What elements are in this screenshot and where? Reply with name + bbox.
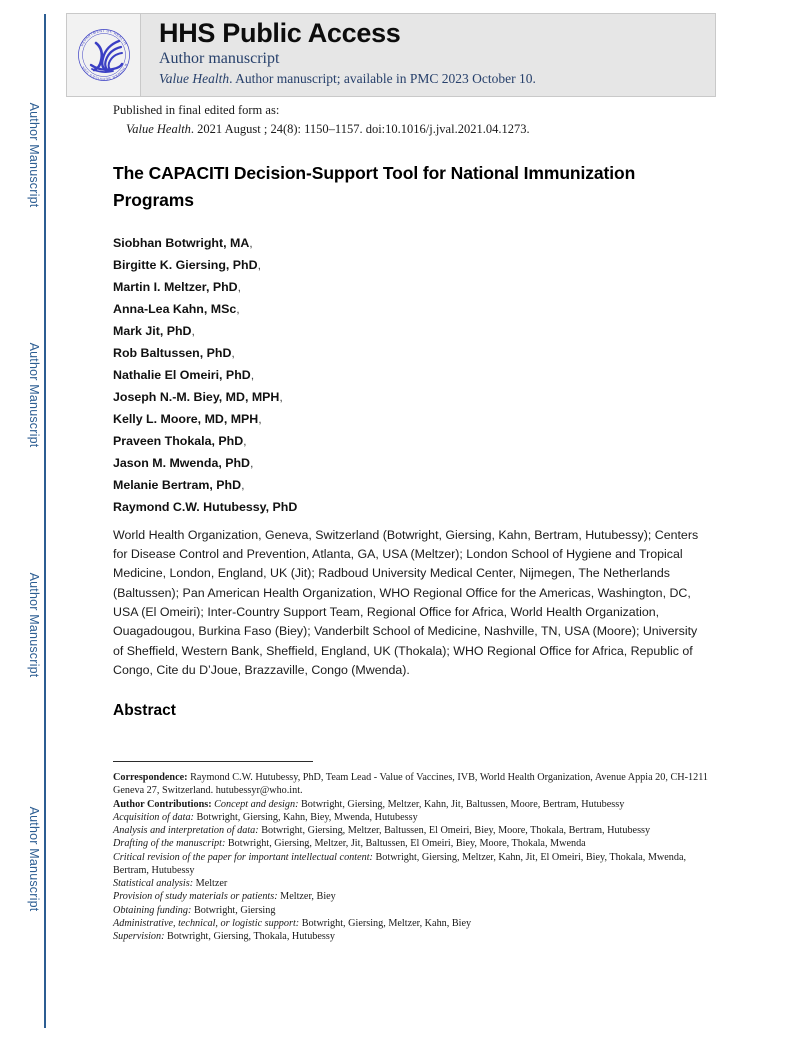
banner-journal-line (159, 71, 715, 87)
contribution-role: Drafting of the manuscript: (113, 838, 226, 850)
contribution-line (113, 837, 713, 850)
author-separator: , (191, 324, 195, 339)
contribution-names: Botwright, Giersing, Meltzer, Kahn, Jit, Baltussen, Moore, Bertram, Hutubessy (298, 798, 625, 810)
author-entry (113, 479, 699, 491)
published-journal-name: Value Health (126, 121, 191, 136)
contribution-role: Provision of study materials or patients: (113, 891, 278, 903)
svg-text:& HUMAN SERVICES USA: & HUMAN SERVICES USA (80, 63, 128, 82)
contribution-names: Botwright, Giersing, Kahn, Biey, Mwenda, Hutubessy (193, 811, 418, 823)
contribution-line (113, 798, 713, 811)
author-list (113, 237, 699, 513)
author-name: Anna-Lea Kahn, MSc (113, 302, 237, 317)
published-block (113, 101, 530, 139)
author-entry (113, 237, 699, 249)
contribution-line (113, 930, 713, 943)
author-name: Melanie Bertram, PhD (113, 478, 242, 493)
author-entry (113, 435, 699, 447)
author-name: Martin I. Meltzer, PhD (113, 280, 238, 295)
contribution-line (113, 824, 713, 837)
svg-text:DEPARTMENT OF HEALTH: DEPARTMENT OF HEALTH (79, 28, 128, 47)
author-separator: , (258, 412, 262, 427)
banner-journal-note: . Author manuscript; available in PMC 2023 October 10. (229, 71, 536, 87)
author-separator: , (257, 258, 262, 273)
hhs-seal-icon (67, 14, 141, 96)
watermark-label-1: Author Manuscript (27, 102, 41, 208)
hhs-public-access-banner (66, 13, 716, 97)
abstract-heading: Abstract (113, 702, 176, 720)
banner-subtitle: Author manuscript (159, 50, 280, 68)
contribution-role: Critical revision of the paper for important intellectual content: (113, 851, 373, 863)
author-name: Kelly L. Moore, MD, MPH (113, 412, 259, 427)
contribution-line (113, 811, 713, 824)
contributions-label: Author Contributions: (113, 798, 215, 810)
contribution-names: Meltzer, Biey (277, 891, 336, 903)
author-name: Raymond C.W. Hutubessy, PhD (113, 500, 298, 515)
footnotes-block (113, 761, 713, 943)
contribution-role: Statistical analysis: (113, 878, 194, 889)
watermark-label-2: Author Manuscript (27, 342, 41, 448)
contribution-names: Botwright, Giersing, Meltzer, Kahn, Jit, El Omeiri, Biey, Thokala, Mwenda, Bertram, Hutubessy (113, 851, 687, 876)
correspondence-label: Correspondence: (113, 772, 188, 783)
article-content (113, 160, 699, 720)
correspondence-text: Raymond C.W. Hutubessy, PhD, Team Lead - Value of Vaccines, IVB, World Health Organization, Avenue Appia 20, CH-1211 Geneva 27, Switzerland. hutubessyr@who.int. (113, 772, 708, 797)
contribution-role: Administrative, technical, or logistic support: (113, 917, 300, 929)
contribution-names: Botwright, Giersing, Meltzer, Baltussen, El Omeiri, Biey, Moore, Thokala, Bertram, Hutubessy (258, 825, 651, 836)
contribution-role: Concept and design: (214, 798, 299, 810)
author-entry (113, 347, 699, 359)
contribution-line (113, 851, 713, 878)
author-manuscript-watermark-rail (0, 0, 52, 1042)
contribution-role: Obtaining funding: (113, 904, 192, 916)
author-entry (113, 457, 699, 469)
published-citation (126, 120, 530, 139)
contribution-role: Analysis and interpretation of data: (113, 825, 259, 836)
author-entry (113, 303, 699, 315)
author-name: Mark Jit, PhD (113, 324, 192, 339)
author-entry (113, 413, 699, 425)
author-name: Rob Baltussen, PhD (113, 346, 232, 361)
author-separator: , (237, 280, 242, 295)
author-entry (113, 281, 699, 293)
watermark-vertical-rule (44, 14, 46, 1028)
author-separator: , (249, 236, 253, 251)
author-separator: , (231, 346, 235, 361)
author-entry (113, 391, 699, 403)
author-name: Praveen Thokala, PhD (113, 434, 244, 449)
contribution-names: Botwright, Giersing, Meltzer, Jit, Baltussen, El Omeiri, Biey, Moore, Thokala, Mwenda (225, 838, 586, 850)
banner-title: HHS Public Access (159, 18, 401, 48)
author-name: Joseph N.-M. Biey, MD, MPH (113, 390, 280, 405)
author-name: Jason M. Mwenda, PhD (113, 456, 251, 471)
published-label: Published in final edited form as: (113, 103, 280, 117)
published-citation-text: . 2021 August ; 24(8): 1150–1157. doi:10.1016/j.jval.2021.04.1273. (190, 121, 530, 136)
page-title: The CAPACITI Decision-Support Tool for National Immunization Programs (113, 163, 636, 210)
contribution-line (113, 890, 713, 903)
contribution-names: Meltzer (193, 878, 228, 889)
contribution-line (113, 877, 713, 890)
contribution-names: Botwright, Giersing, Thokala, Hutubessy (164, 931, 335, 942)
article-page (52, 0, 807, 1042)
banner-journal-name: Value Health (159, 71, 230, 87)
author-entry (113, 369, 699, 381)
author-entry (113, 325, 699, 337)
author-separator: , (243, 434, 247, 449)
contribution-line (113, 917, 713, 930)
footnote-divider (113, 761, 313, 762)
contribution-names: Botwright, Giersing (191, 904, 276, 916)
author-separator: , (241, 478, 245, 493)
author-separator: , (250, 456, 254, 471)
contribution-role: Supervision: (113, 931, 165, 942)
correspondence-line (113, 771, 713, 798)
author-separator: , (236, 302, 240, 317)
author-contributions-list (113, 798, 713, 944)
affiliations-text: World Health Organization, Geneva, Switzerland (Botwright, Giersing, Kahn, Bertram, Hutubessy); Centers for Disease Control and Prevention, Atlanta, GA, USA (Meltzer); London School of Hygiene and Tropical Medicine, London, England, UK (Jit); Radboud University Medical Center, Nijmegen, The Netherlands (Baltussen); Pan American Health Organization, WHO Regional Office for the Americas, Washington, DC, USA (El Omeiri); Inter-Country Support Team, Regional Office for Africa, World Health Organization, Ouagadougou, Burkina Faso (Biey); Vanderbilt School of Medicine, Nashville, TN, USA (Moore); University of Sheffield, Western Bank, Sheffield, England, UK (Thokala); WHO Regional Office for Africa, Republic of Congo, Cite du D’Joue, Brazzaville, Congo (Mwenda). (113, 527, 699, 677)
watermark-label-4: Author Manuscript (27, 806, 41, 912)
author-name: Siobhan Botwright, MA (113, 236, 250, 251)
author-separator: , (279, 390, 283, 405)
contribution-line (113, 904, 713, 917)
author-entry (113, 501, 699, 513)
author-separator: , (250, 368, 255, 383)
watermark-label-3: Author Manuscript (27, 572, 41, 678)
author-name: Nathalie El Omeiri, PhD (113, 368, 251, 383)
banner-text-block (141, 14, 715, 96)
contribution-role: Acquisition of data: (113, 811, 194, 823)
author-name: Birgitte K. Giersing, PhD (113, 258, 258, 273)
author-entry (113, 259, 699, 271)
contribution-names: Botwright, Giersing, Meltzer, Kahn, Biey (299, 917, 472, 929)
